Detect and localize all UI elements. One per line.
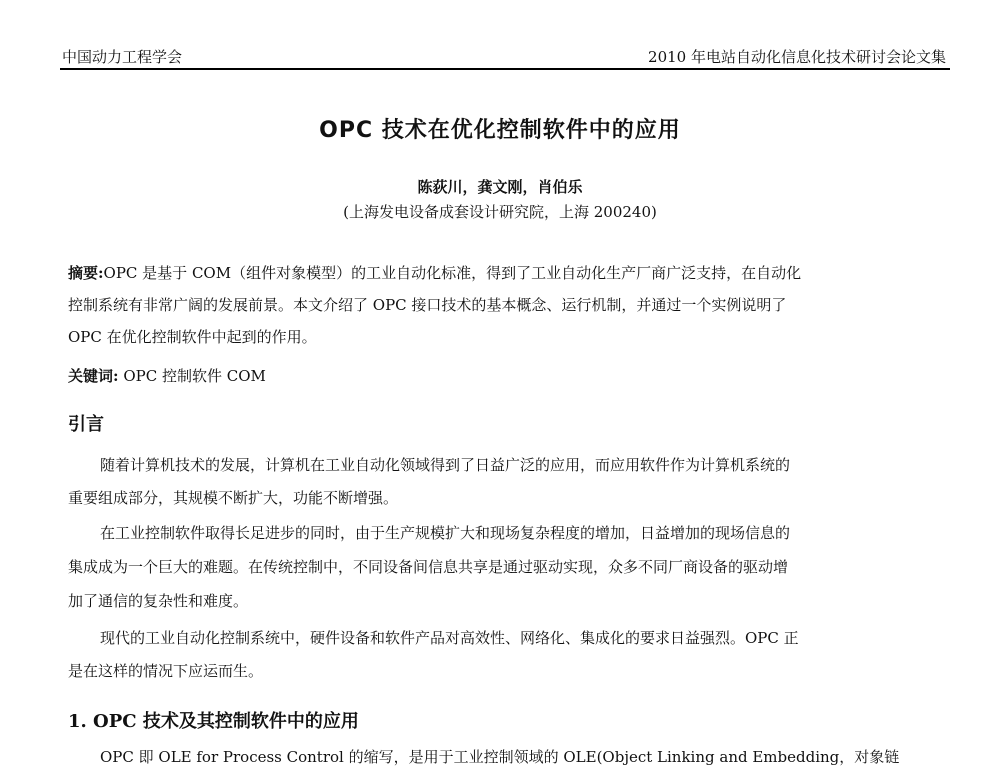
body-line: OPC 即 OLE for Process Control 的缩写，是用于工业控制领域的 OLE(Object Linking and Embedding，对象链: [100, 748, 900, 766]
keywords-text: OPC 控制软件 COM: [123, 367, 266, 385]
intro-heading: 引言: [68, 414, 104, 435]
body-line: 随着计算机技术的发展，计算机在工业自动化领域得到了日益广泛的应用，而应用软件作为计算机系统的: [100, 456, 791, 474]
abstract-text: OPC 是基于 COM（组件对象模型）的工业自动化标准，得到了工业自动化生产厂商广泛支持，在自动化: [103, 264, 802, 282]
paper-authors: 陈荻川，龚文刚，肖伯乐: [417, 178, 583, 196]
paper-affiliation: (上海发电设备成套设计研究院，上海 200240): [343, 203, 657, 221]
abstract-line: OPC 在优化控制软件中起到的作用。: [68, 328, 317, 346]
abstract-line: [68, 262, 948, 283]
header-society: 中国动力工程学会: [62, 48, 183, 66]
header-proceedings: 2010 年电站自动化信息化技术研讨会论文集: [648, 48, 946, 66]
abstract-label: 摘要:: [68, 264, 104, 282]
body-line: 加了通信的复杂性和难度。: [68, 592, 249, 610]
section1-heading: 1. OPC 技术及其控制软件中的应用: [68, 711, 359, 732]
body-line: 在工业控制软件取得长足进步的同时，由于生产规模扩大和现场复杂程度的增加，日益增加的现场信息的: [100, 524, 791, 542]
paper-title: OPC 技术在优化控制软件中的应用: [319, 118, 681, 143]
body-line: 集成成为一个巨大的难题。在传统控制中，不同设备间信息共享是通过驱动实现，众多不同厂商设备的驱动增: [68, 558, 789, 576]
keywords-line: [68, 365, 948, 386]
body-line: 是在这样的情况下应运而生。: [68, 662, 264, 680]
keywords-label: 关键词:: [68, 367, 119, 385]
abstract-line: 控制系统有非常广阔的发展前景。本文介绍了 OPC 接口技术的基本概念、运行机制，并通过一个实例说明了: [68, 296, 787, 314]
body-line: 重要组成部分，其规模不断扩大，功能不断增强。: [68, 489, 399, 507]
running-header: [60, 38, 950, 70]
body-line: 现代的工业自动化控制系统中，硬件设备和软件产品对高效性、网络化、集成化的要求日益强烈。OPC 正: [100, 629, 799, 647]
